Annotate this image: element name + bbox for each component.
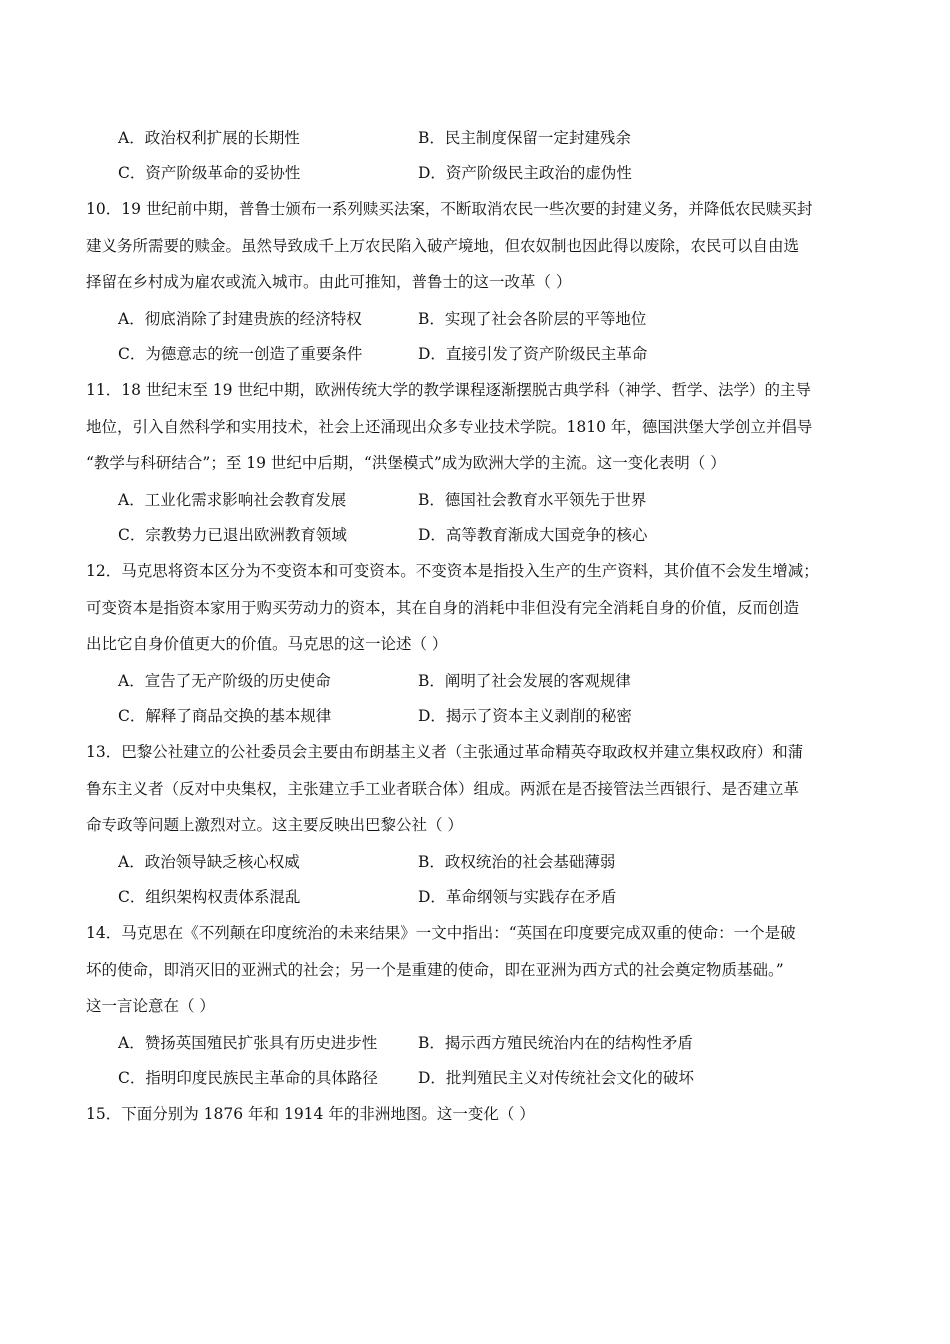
q9-option-b: B．民主制度保留一定封建残余 xyxy=(418,129,631,147)
q14-option-a: A．赞扬英国殖民扩张具有历史进步性 xyxy=(118,1034,378,1052)
q12-stem-line-1: 12．马克思将资本区分为不变资本和可变资本。不变资本是指投入生产的生产资料，其价值不会发生增减； xyxy=(86,562,819,580)
q12-option-d: D．揭示了资本主义剥削的秘密 xyxy=(418,707,632,725)
q10-option-b: B．实现了社会各阶层的平等地位 xyxy=(418,310,647,328)
q14-stem-line-3: 这一言论意在（ ） xyxy=(86,997,215,1015)
q10-stem-line-1: 10．19 世纪前中期，普鲁士颁布一系列赎买法案，不断取消农民一些次要的封建义务，并降低农民赎买封 xyxy=(86,200,813,218)
q9-option-a: A．政治权利扩展的长期性 xyxy=(118,129,300,147)
q12-stem-line-2: 可变资本是指资本家用于购买劳动力的资本，其在自身的消耗中非但没有完全消耗自身的价值，反而创造 xyxy=(86,599,800,617)
q14-option-c: C．指明印度民族民主革命的具体路径 xyxy=(118,1069,378,1087)
q10-option-c: C．为德意志的统一创造了重要条件 xyxy=(118,345,363,363)
q10-option-a: A．彻底消除了封建贵族的经济特权 xyxy=(118,310,362,328)
q13-option-a: A．政治领导缺乏核心权威 xyxy=(118,853,300,871)
q13-stem-line-1: 13．巴黎公社建立的公社委员会主要由布朗基主义者（主张通过革命精英夺取政权并建立集权政府）和蒲 xyxy=(86,743,804,761)
q12-option-c: C．解释了商品交换的基本规律 xyxy=(118,707,332,725)
q14-stem-line-2: 坏的使命，即消灭旧的亚洲式的社会；另一个是重建的使命，即在亚洲为西方式的社会奠定物质基础。” xyxy=(86,961,784,979)
q12-stem-line-3: 出比它自身价值更大的价值。马克思的这一论述（ ） xyxy=(86,635,448,653)
q10-stem-line-3: 择留在乡村成为雇农或流入城市。由此可推知，普鲁士的这一改革（ ） xyxy=(86,273,572,291)
q13-option-c: C．组织架构权责体系混乱 xyxy=(118,888,301,906)
q13-stem-line-3: 命专政等问题上激烈对立。这主要反映出巴黎公社（ ） xyxy=(86,816,463,834)
q14-option-b: B．揭示西方殖民统治内在的结构性矛盾 xyxy=(418,1034,693,1052)
q12-option-b: B．阐明了社会发展的客观规律 xyxy=(418,672,631,690)
q9-option-d: D．资产阶级民主政治的虚伪性 xyxy=(418,164,632,182)
q11-option-d: D．高等教育渐成大国竞争的核心 xyxy=(418,526,648,544)
q10-option-d: D．直接引发了资产阶级民主革命 xyxy=(418,345,648,363)
q11-stem-line-1: 11．18 世纪末至 19 世纪中期，欧洲传统大学的教学课程逐渐摆脱古典学科（神学、哲学、法学）的主导 xyxy=(86,381,811,399)
q15-stem-line-1: 15．下面分别为 1876 年和 1914 年的非洲地图。这一变化（ ） xyxy=(86,1105,535,1123)
q10-stem-line-2: 建义务所需要的赎金。虽然导致成千上万农民陷入破产境地，但农奴制也因此得以废除，农民可以自由选 xyxy=(86,237,800,255)
q14-option-d: D．批判殖民主义对传统社会文化的破坏 xyxy=(418,1069,694,1087)
q11-option-a: A．工业化需求影响社会教育发展 xyxy=(118,491,347,509)
q13-option-d: D．革命纲领与实践存在矛盾 xyxy=(418,888,617,906)
q11-stem-line-2: 地位，引入自然科学和实用技术，社会上还涌现出众多专业技术学院。1810 年，德国洪堡大学创立并倡导 xyxy=(86,418,813,436)
q11-option-c: C．宗教势力已退出欧洲教育领域 xyxy=(118,526,347,544)
q13-option-b: B．政权统治的社会基础薄弱 xyxy=(418,853,616,871)
q12-option-a: A．宣告了无产阶级的历史使命 xyxy=(118,672,331,690)
q13-stem-line-2: 鲁东主义者（反对中央集权，主张建立手工业者联合体）组成。两派在是否接管法兰西银行、是否建立革 xyxy=(86,780,800,798)
q14-stem-line-1: 14．马克思在《不列颠在印度统治的未来结果》一文中指出：“英国在印度要完成双重的使命：一个是破 xyxy=(86,924,796,942)
q9-option-c: C．资产阶级革命的妥协性 xyxy=(118,164,301,182)
q11-option-b: B．德国社会教育水平领先于世界 xyxy=(418,491,647,509)
q11-stem-line-3: “教学与科研结合”；至 19 世纪中后期，“洪堡模式”成为欧洲大学的主流。这一变化表明（ ） xyxy=(86,454,726,472)
